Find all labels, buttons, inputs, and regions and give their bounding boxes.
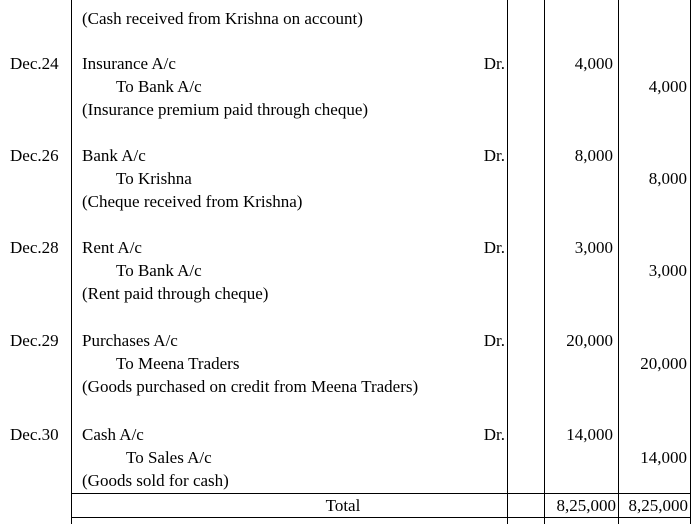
credit-account: To Krishna: [116, 169, 192, 188]
total-label: Total: [325, 496, 361, 515]
credit-amount: 14,000: [640, 448, 687, 467]
journal-entry: [0, 238, 698, 308]
total-debit: 8,25,000: [556, 496, 616, 515]
debit-account: Rent A/c: [82, 238, 142, 257]
entry-narration: (Goods purchased on credit from Meena Traders): [82, 377, 419, 396]
entry-date: Dec.29: [10, 331, 59, 350]
credit-amount: 8,000: [648, 169, 687, 188]
entry-narration: (Goods sold for cash): [82, 471, 229, 490]
total-top-rule: [71, 493, 691, 494]
debit-amount: 20,000: [566, 331, 613, 350]
credit-amount: 3,000: [648, 261, 687, 280]
entry-date: Dec.26: [10, 146, 59, 165]
journal-entry: [0, 425, 698, 495]
journal-entry: [0, 54, 698, 124]
debit-amount: 14,000: [566, 425, 613, 444]
debit-amount: 8,000: [574, 146, 613, 165]
dr-label: Dr.: [483, 238, 505, 257]
credit-account: To Meena Traders: [116, 354, 240, 373]
debit-account: Bank A/c: [82, 146, 146, 165]
debit-account: Cash A/c: [82, 425, 144, 444]
dr-label: Dr.: [483, 331, 505, 350]
debit-account: Insurance A/c: [82, 54, 176, 73]
credit-account: To Bank A/c: [116, 261, 202, 280]
credit-amount: 4,000: [648, 77, 687, 96]
dr-label: Dr.: [483, 425, 505, 444]
entry-narration: (Rent paid through cheque): [82, 284, 269, 303]
debit-account: Purchases A/c: [82, 331, 178, 350]
entry-narration: (Cheque received from Krishna): [82, 192, 303, 211]
debit-amount: 3,000: [574, 238, 613, 257]
total-credit: 8,25,000: [628, 496, 688, 515]
journal-entry: [0, 331, 698, 401]
credit-amount: 20,000: [640, 354, 687, 373]
entry-date: Dec.28: [10, 238, 59, 257]
entry-date: Dec.24: [10, 54, 59, 73]
entry-narration: (Insurance premium paid through cheque): [82, 100, 369, 119]
credit-account: To Bank A/c: [116, 77, 202, 96]
dr-label: Dr.: [483, 146, 505, 165]
debit-amount: 4,000: [574, 54, 613, 73]
journal-entry: [0, 146, 698, 216]
carryover-narration: (Cash received from Krishna on account): [82, 9, 363, 28]
dr-label: Dr.: [483, 54, 505, 73]
credit-account: To Sales A/c: [126, 448, 212, 467]
total-bottom-rule: [71, 517, 691, 518]
entry-date: Dec.30: [10, 425, 59, 444]
